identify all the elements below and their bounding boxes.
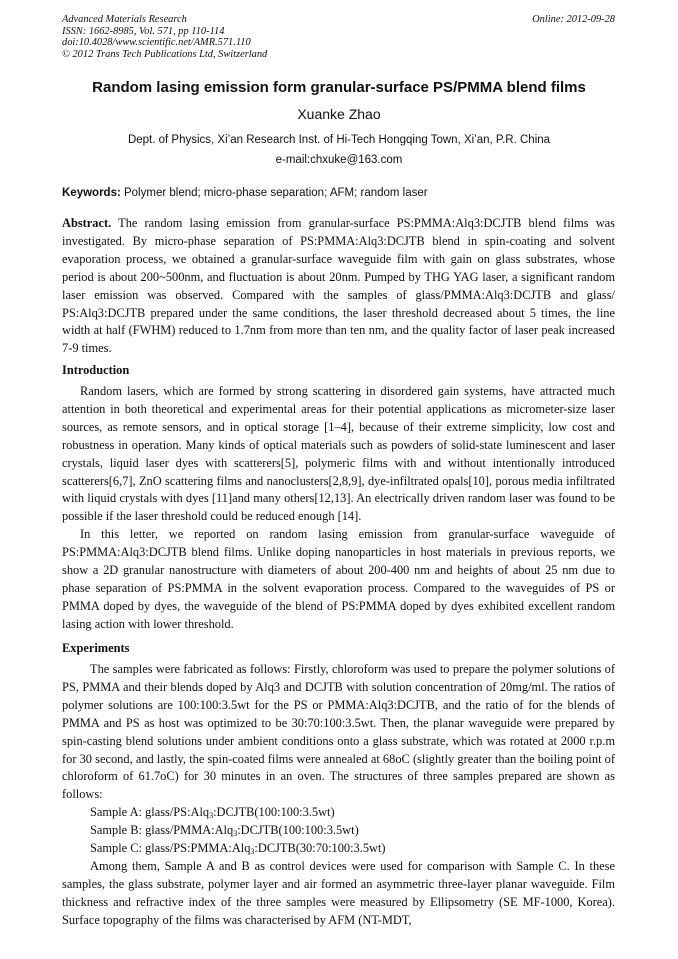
intro-paragraph-2: In this letter, we reported on random lasing emission from granular-surface waveguide of PS:PMMA:Alq3:DCJTB blend films. Unlike doping nanoparticles in host materials in previous reports, we show a 2D granular nanostructure with diameters of about 200-400 nm and heights of about 25 nm due to phase separation of PS:PMMA in the solvent evaporation process. Compared to the waveguides of PS or PMMA doped by dyes, the waveguide of the blend of PS:PMMA doped by dyes exhibited excellent random lasing action with lower threshold.	[62, 527, 615, 631]
sample-line: Sample C: glass/PS:PMMA:Alq$_3$:DCJTB(30:70:100:3.5wt)	[90, 841, 386, 857]
sample-line: Sample A: glass/PS:Alq$_3$:DCJTB(100:100:3.5wt)	[90, 805, 335, 821]
copyright-line: © 2012 Trans Tech Publications Ltd, Switzerland	[62, 48, 268, 60]
issn-line: ISSN: 1662-8985, Vol. 571, pp 110-114	[62, 25, 225, 37]
experiments-heading: Experiments	[62, 641, 130, 655]
experiments-section	[62, 661, 615, 930]
introduction-heading: Introduction	[62, 363, 130, 377]
author-email: e-mail:chxuke@163.com	[275, 154, 403, 166]
keywords-text: Polymer blend; micro-phase separation; AFM; random laser	[120, 187, 428, 199]
journal-name: Advanced Materials Research	[62, 14, 187, 25]
paper-title: Random lasing emission form granular-surface PS/PMMA blend films	[92, 79, 586, 96]
author-name: Xuanke Zhao	[297, 106, 381, 122]
introduction-section	[62, 383, 615, 634]
exp-paragraph-1: The samples were fabricated as follows: Firstly, chloroform was used to prepare the polymer solutions of PS, PMMA and their blends doped by Alq3 and DCJTB with solution concentration of 20mg/ml. The ratios of polymer solutions are 100:100:3.5wt for the PS or PMMA:Alq3:DCJTB, and the ratio of for the blends of PMMA and PS as host was optimized to be 30:70:100:3.5wt. Then, the planar waveguide were prepared by spin-casting blend solutions under ambient conditions onto a glass substrate, which was rotated at 2000 r.p.m for 30 second, and lastly, the spin-coated films were annealed at 68oC (slightly greater than the boiling point of chloroform of 61.7oC) for 30 minutes in an oven. The structures of three samples prepared are shown as follows:	[62, 662, 615, 802]
sample-line: Sample B: glass/PMMA:Alq$_3$:DCJTB(100:100:3.5wt)	[90, 823, 359, 839]
intro-paragraph-1: Random lasers, which are formed by strong scattering in disordered gain systems, have attracted much attention in both theoretical and experimental areas for their potential applications as micrometer-size laser sources, as remote sensors, and in optical storage [1–4], because of their extreme simplicity, low cost and robustness in operation. Many kinds of optical materials such as powders of solid-state luminescent and laser crystals, liquid laser dyes with scatterers[5], polymeric films with and without intentionally introduced scatterers[6,7], ZnO scattering films and nanoclusters[2,8,9], dye-infiltrated opals[10], porous media infiltrated with liquid crystals with dyes [11]and many others[12,13]. An electrically driven random laser was found to be possible if the laser threshold could be reduced enough [14].	[62, 384, 615, 524]
online-date: Online: 2012-09-28	[532, 14, 615, 25]
exp-paragraph-2: Among them, Sample A and B as control devices were used for comparison with Sample C. In these samples, the glass substrate, polymer layer and air formed an asymmetric three-layer planar waveguide. Film thickness and refractive index of the three samples were measured by Ellipsometry (SE MF-1000, Korea). Surface topography of the films was characterised by AFM (NT-MDT,	[62, 858, 615, 927]
doi-line: doi:10.4028/www.scientific.net/AMR.571.110	[62, 37, 251, 49]
journal-header	[62, 14, 615, 60]
abstract-text: The random lasing emission from granular-surface PS:PMMA:Alq3:DCJTB blend films was investigated. By micro-phase separation of PS:PMMA:Alq3:DCJTB blend in spin-coating and solvent evaporation process, we obtained a granular-surface waveguide film with gain on glass substrates, whose period is about 200~500nm, and fluctuation is about 20nm. Pumped by THG YAG laser, a significant random laser emission was observed. Compared with the samples of glass/PMMA:Alq3:DCJTB and glass/ PS:Alq3:DCJTB prepared under the same conditions, the laser threshold decreased about 5 times, the line width at half (FWHM) reduced to 1.7nm from more than ten nm, and the quality factor of laser peak increased 7-9 times.	[62, 216, 615, 356]
abstract-label: Abstract.	[62, 216, 112, 230]
abstract	[62, 215, 615, 358]
affiliation: Dept. of Physics, Xi’an Research Inst. of Hi-Tech Hongqing Town, Xi’an, P.R. China	[127, 134, 551, 146]
keywords-label: Keywords:	[62, 187, 121, 199]
keywords	[62, 186, 615, 200]
